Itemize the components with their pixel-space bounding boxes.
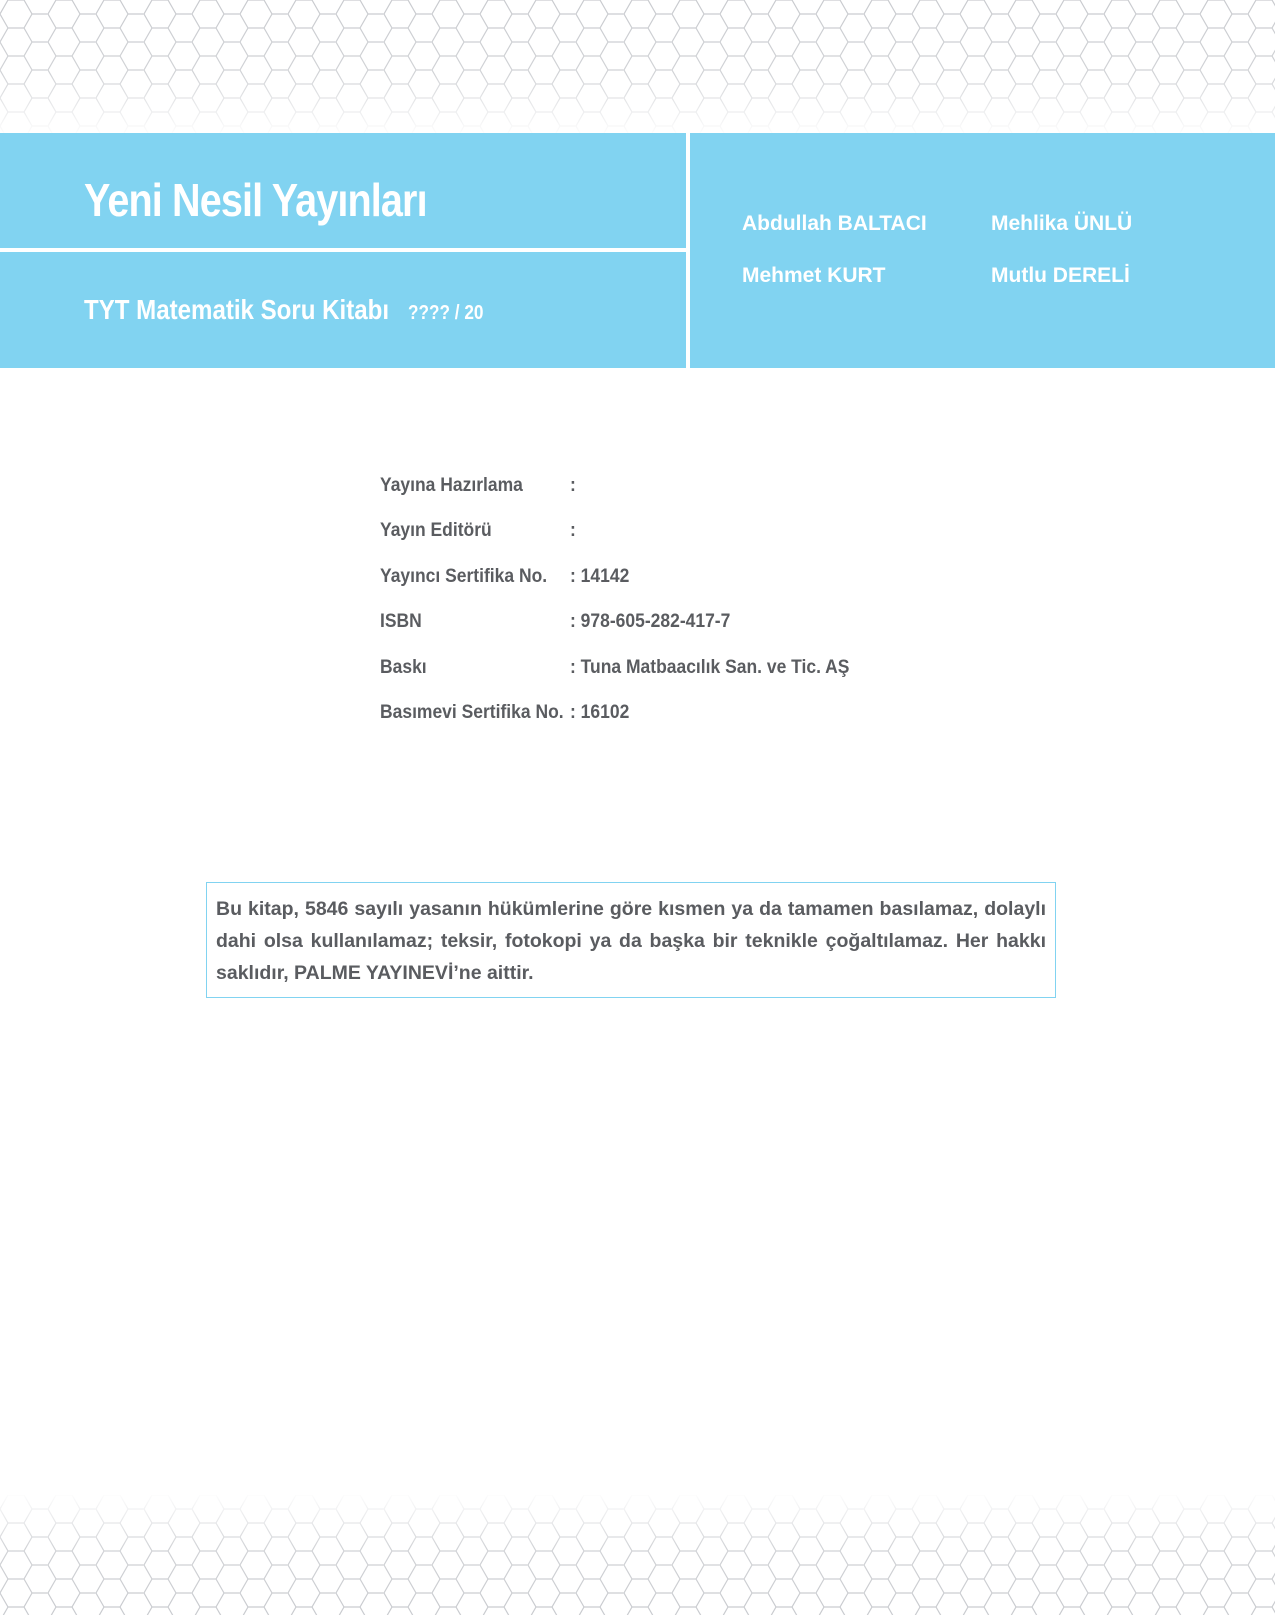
- info-value: :: [570, 520, 576, 542]
- book-title-panel: [0, 252, 686, 368]
- info-row: [380, 611, 874, 656]
- info-value: :: [570, 475, 576, 496]
- info-label: Yayına Hazırlama: [380, 475, 523, 496]
- author-name: Mutlu DERELİ: [991, 264, 1130, 287]
- info-label: Basımevi Sertifika No.: [380, 701, 564, 723]
- author-name: Mehlika ÜNLÜ: [991, 212, 1133, 235]
- authors-panel: [690, 133, 1275, 368]
- info-row: [380, 566, 874, 611]
- publication-info: [380, 475, 874, 747]
- info-value: : Tuna Matbaacılık San. ve Tic. AŞ: [570, 656, 850, 678]
- info-row: [380, 520, 874, 565]
- book-code: ???? / 20: [407, 302, 484, 324]
- info-label: Baskı: [380, 656, 427, 678]
- info-row: [380, 475, 874, 520]
- author-name: Abdullah BALTACI: [742, 212, 927, 235]
- info-value: : 14142: [570, 565, 630, 587]
- book-title: [84, 294, 483, 326]
- info-label: Yayıncı Sertifika No.: [380, 565, 548, 587]
- copyright-notice: Bu kitap, 5846 sayılı yasanın hükümlerine göre kısmen ya da tamamen basılamaz, dolaylı dahi olsa kullanılamaz; teksir, fotokopi ya da başka bir teknikle çoğaltılamaz. Her hakkı saklıdır, PALME YAYINEVİ’ne aittir.: [206, 882, 1056, 998]
- publisher-title: Yeni Nesil Yayınları: [84, 174, 427, 226]
- book-title-text: TYT Matematik Soru Kitabı: [84, 294, 390, 325]
- info-label: Yayın Editörü: [380, 520, 492, 542]
- info-row: [380, 657, 874, 702]
- publisher-panel: [0, 133, 686, 248]
- header-banner: [0, 133, 1275, 368]
- info-label: ISBN: [380, 611, 422, 633]
- author-name: Mehmet KURT: [742, 264, 886, 287]
- info-row: [380, 702, 874, 747]
- hexagon-pattern-top: [0, 0, 1275, 133]
- info-value: : 978-605-282-417-7: [570, 611, 731, 633]
- hexagon-pattern-bottom: [0, 1495, 1275, 1615]
- info-value: : 16102: [570, 701, 630, 723]
